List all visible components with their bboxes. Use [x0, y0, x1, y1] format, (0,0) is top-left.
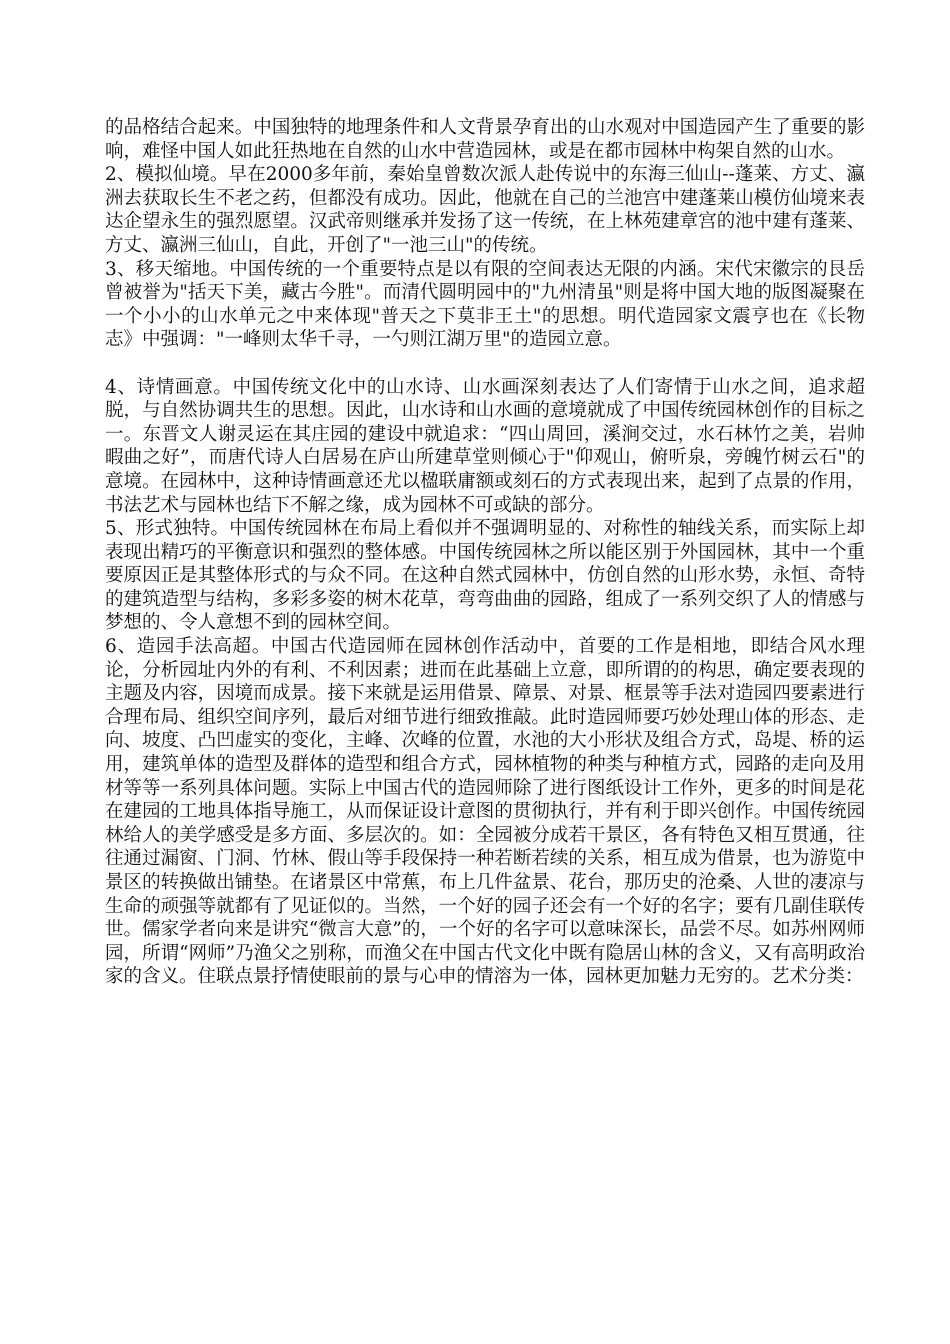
blank-line — [105, 352, 865, 376]
paragraph-6-technique: 6、造园手法高超。中国古代造园师在园林创作活动中，首要的工作是相地，即结合风水理论，分析园址内外的有利、不利因素；进而在此基础上立意，即所谓的的构思，确定要表现的主题及内容，因境而成景。接下来就是运用借景、障景、对景、框景等手法对造园四要素进行合理布局、组织空间序列，最后对细节进行细致推敲。此时造园师要巧妙处理山体的形态、走向、坡度、凸凹虚实的变化，主峰、次峰的位置，水池的大小形状及组合方式，岛堤、桥的运用，建筑单体的造型及群体的造型和组合方式，园林植物的种类与种植方式，园路的走向及用材等等一系列具体问题。实际上中国古代的造园师除了进行图纸设计工作外，更多的时间是花在建园的工地具体指导施工，从而保证设计意图的贯彻执行，并有利于即兴创作。中国传统园林给人的美学感受是多方面、多层次的。如：全园被分成若干景区，各有特色又相互贯通，往往通过漏窗、门洞、竹林、假山等手段保持一种若断若续的关系，相互成为借景，也为游览中景区的转换做出铺垫。在诸景区中常蕉，布上几件盆景、花台，那历史的沧桑、人世的凄凉与生命的顽强等就都有了见证似的。当然，一个好的园子还会有一个好的名字；要有几副佳联传世。儒家学者向来是讲究“微言大意”的，一个好的名字可以意味深长，品尝不尽。如苏州网师园，所谓“网师”乃渔父之别称，而渔父在中国古代文化中既有隐居山林的含义，又有高明政治家的含义。住联点景抒情使眼前的景与心申的情溶为一体，园林更加魅力无穷的。艺术分类： — [105, 636, 865, 988]
paragraph-3-miniature: 3、移天缩地。中国传统的一个重要特点是以有限的空间表达无限的内涵。宋代宋徽宗的艮岳曾被誉为"括天下美，藏古今胜"。而清代圆明园中的"九州清虽"则是将中国大地的版图凝聚在一个小小的山水单元之中来体现"普天之下莫非王土"的思想。明代造园家文震亨也在《长物志》中强调："一峰则太华千寻，一勺则江湖万里"的造园立意。 — [105, 258, 865, 351]
paragraph-4-poetic: 4、诗情画意。中国传统文化中的山水诗、山水画深刻表达了人们寄情于山水之间，追求超脱，与自然协调共生的思想。因此，山水诗和山水画的意境就成了中国传统园林创作的目标之一。东晋文人谢灵运在其庄园的建设中就追求：“四山周回，溪涧交过，水石林竹之美，岩帅暇曲之好”，而唐代诗人白居易在庐山所建草堂则倾心于"仰观山，俯听泉，旁魄竹树云石"的意境。在园林中，这种诗情画意还尤以楹联庸额或刻石的方式表现出来，起到了点景的作用，书法艺术与园林也结下不解之缘，成为园林不可或缺的部分。 — [105, 376, 865, 516]
paragraph-2-fairyland: 2、模拟仙境。早在2000多年前，秦始皇曾数次派人赴传说中的东海三仙山--蓬莱、方丈、瀛洲去获取长生不老之药，但都没有成功。因此，他就在自己的兰池宫中建蓬莱山模仿仙境来表达企望永生的强烈愿望。汉武帝则继承并发扬了这一传统，在上林苑建章宫的池中建有蓬莱、方丈、瀛洲三仙山，自此，开创了"一池三山"的传统。 — [105, 164, 865, 256]
paragraph-5-form: 5、形式独特。中国传统园林在布局上看似并不强调明显的、对称性的轴线关系，而实际上却表现出精巧的平衡意识和强烈的整体感。中国传统园林之所以能区别于外国园林，其中一个重要原因正是其整体形式的与众不同。在这种自然式园林中，仿创自然的山形水势，永恒、奇特的建筑造型与结构，多彩多姿的树木花草，弯弯曲曲的园路，组成了一系列交织了人的情感与梦想的、令人意想不到的园林空间。 — [105, 518, 865, 634]
paragraph-intro-continuation: 的品格结合起来。中国独特的地理条件和人文背景孕育出的山水观对中国造园产生了重要的影响，难怪中国人如此狂热地在自然的山水中营造园林，或是在都市园林中构架自然的山水。 — [105, 117, 865, 162]
document-page — [105, 116, 865, 989]
